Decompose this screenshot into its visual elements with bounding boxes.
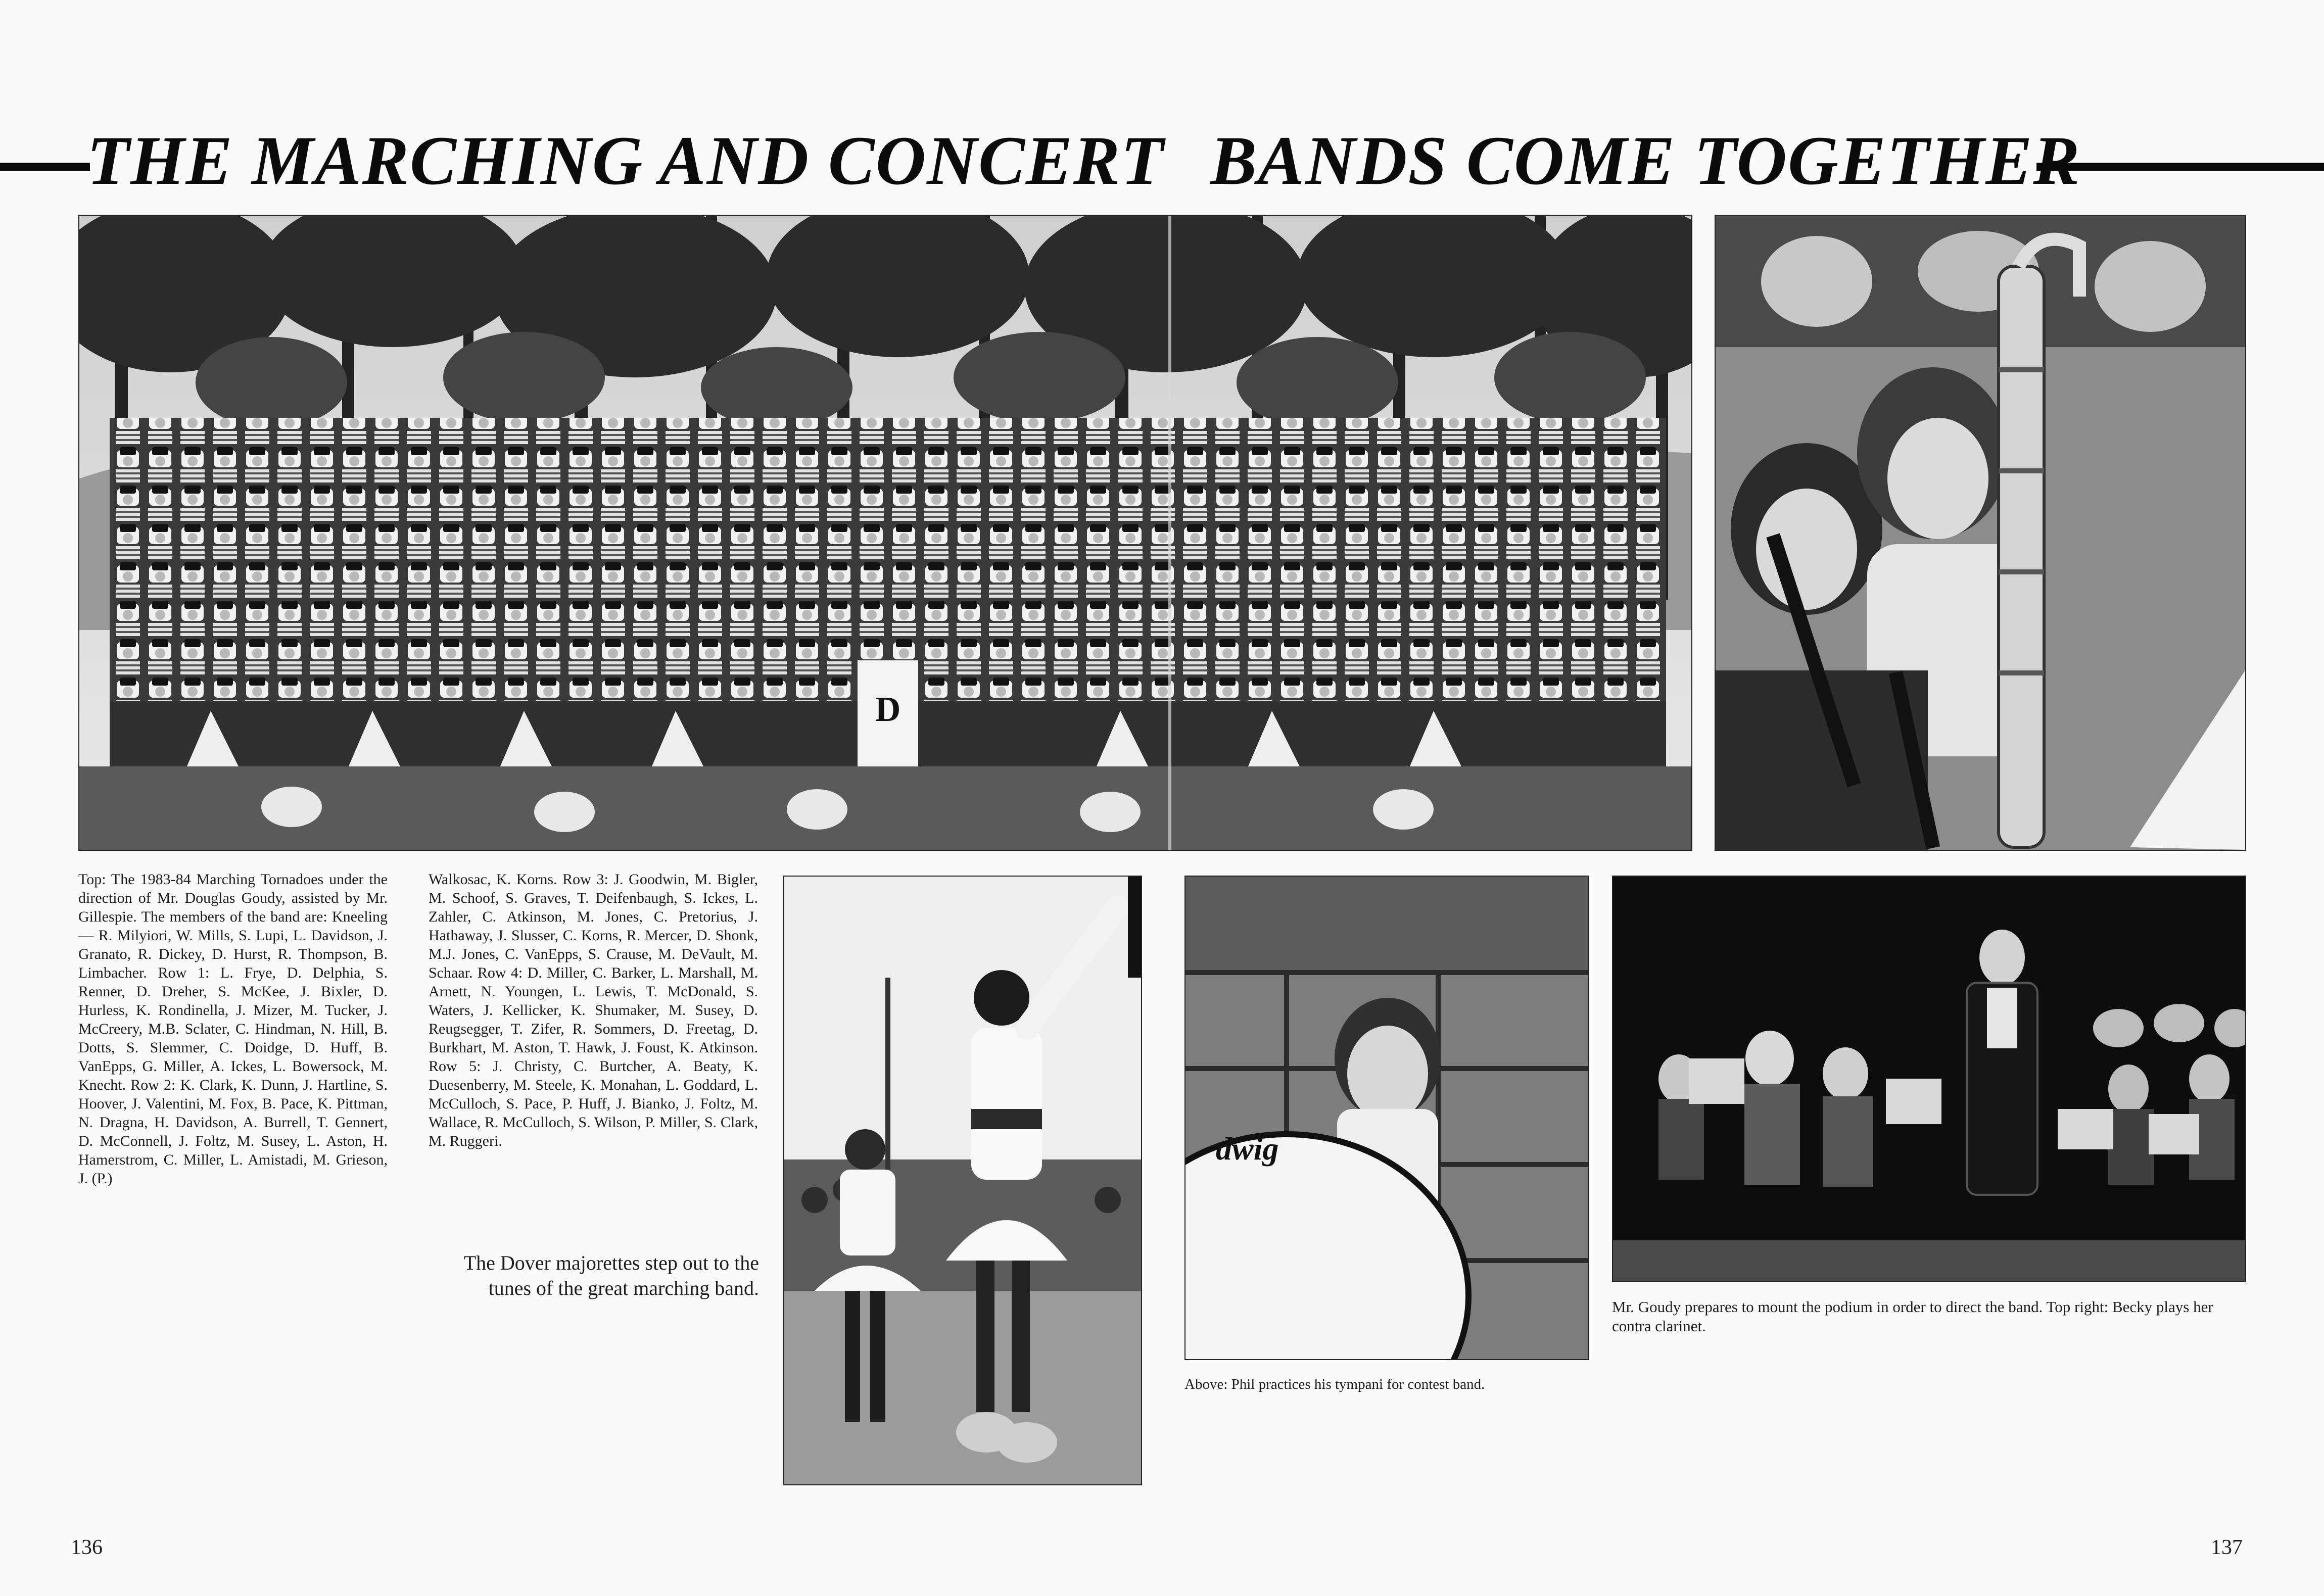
headline-right: BANDS COME TOGETHER [1210,122,2081,199]
majorettes-illustration [784,877,1141,1484]
tympani-caption: Above: Phil practices his tympani for contest band. [1184,1376,1485,1392]
tympani-photo [1184,876,1589,1360]
majorettes-photo [783,876,1142,1485]
group-caption-col1: Top: The 1983-84 Marching Tornadoes under the direction of Mr. Douglas Goudy, assisted by Mr. Gillespie. The members of the band are: Kneeling — R. Milyiori, W. Mills, S. Lupi, L. Davidson, J. Granato, R. Dickey, D. Hurst, R. Thompson, B. Limbacher. Row 1: L. Frye, D. Delphia, S. Renner, D. Dreher, S. McKee, J. Bixler, D. Hurless, K. Rondinella, J. Mizer, M. Tucker, J. McCreery, M.B. Sclater, C. Hindman, N. Hill, B. Dotts, S. Slemmer, C. Doidge, D. Huff, B. VanEpps, G. Miller, A. Ickes, L. Bowersock, M. Knecht. Row 2: K. Clark, K. Dunn, J. Hartline, S. Hoover, J. Valentini, M. Fox, B. Pace, K. Pittman, N. Dragna, H. Davidson, A. Burrell, T. Gennert, D. McConnell, J. Foltz, M. Susey, L. Aston, H. Hamerstrom, C. Miller, L. Amistadi, M. Grieson, J. (P.) [78,871,388,1187]
group-caption-col2: Walkosac, K. Korns. Row 3: J. Goodwin, M. Bigler, M. Schoof, S. Graves, T. Deifenbaugh, S. Ickes, L. Zahler, C. Atkinson, M. Jones, C. Pretorius, J. Hathaway, J. Slusser, C. Korns, R. Mercer, D. Shonk, M.J. Jones, C. VanEpps, S. Crause, M. DeVault, M. Schaar. Row 4: D. Miller, C. Barker, L. Marshall, M. Arnett, N. Youngen, L. Lewis, T. McDonald, S. Waters, J. Kellicker, K. Shumaker, M. Susey, D. Reugsegger, T. Zifer, R. Sommers, D. Freetag, D. Burkhart, M. Aston, T. Hawk, J. Foust, K. Atkinson. Row 5: J. Christy, C. Burtcher, A. Beaty, K. Duesenberry, M. Steele, K. Monahan, L. Goddard, L. McCulloch, S. Pace, P. Huff, J. Bianko, J. Foltz, M. Wallace, R. McCulloch, S. Wilson, P. Miller, S. Clark, M. Ruggeri. [429,871,758,1149]
headline-rule-left [0,163,90,171]
concert-band-illustration [1613,877,2245,1281]
marching-band-group-photo [78,215,1692,851]
concert-band-caption: Mr. Goudy prepares to mount the podium in order to direct the band. Top right: Becky plays her contra clarinet. [1612,1298,2213,1335]
contra-clarinet-illustration [1716,216,2245,850]
concert-band-photo [1612,876,2246,1282]
contra-clarinet-photo [1715,215,2246,851]
headline-left: THE MARCHING AND CONCERT [87,122,1165,199]
drum-major-letter: D [875,690,901,729]
drum-brand-text: dwig [1216,1131,1279,1167]
page-number-left: 136 [71,1536,103,1559]
marching-band-illustration [79,216,1691,850]
tympani-illustration [1185,877,1588,1359]
majorettes-caption: The Dover majorettes step out to the tunes of the great marching band. [463,1251,759,1299]
page-number-right: 137 [2211,1536,2243,1559]
